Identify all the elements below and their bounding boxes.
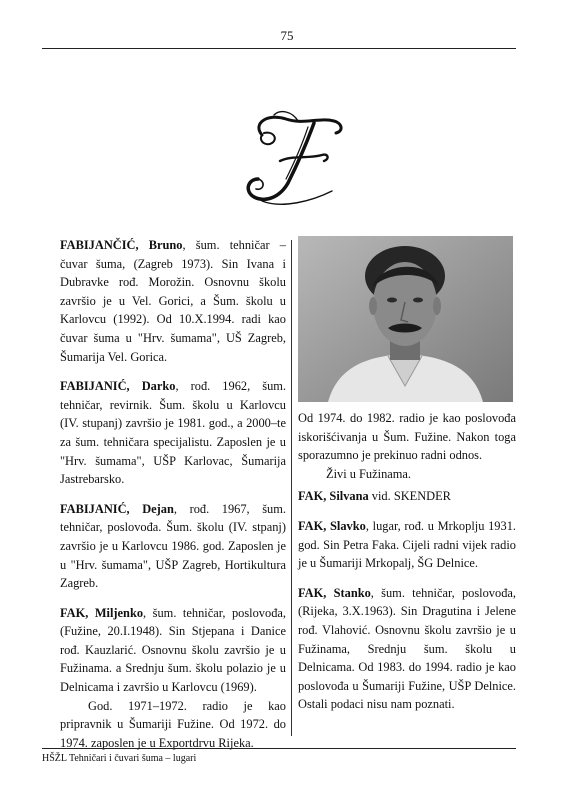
header-rule: [42, 48, 516, 49]
right-column: [298, 409, 516, 725]
entry-fak-miljenko-continued: [298, 409, 516, 483]
entry-text: , šum. tehničar, poslovođa, (Rijeka, 3.X.1963). Sin Dragutina i Jelene rođ. Vlahović. Osnovnu školu završio je u Fužinama, Srednju šum. školu u Delnicama. Od 1983. do 1994. radio je kao poslovođa u Šumariji Fužine, UŠP Delnice. Ostali podaci nisu nam poznati.: [298, 585, 516, 712]
entry-text: , rođ. 1962, šum. tehničar, revirnik. Šum. školu u Karlovcu (IV. stupanj) završio je 1981. god., a 2000–te za šum. tehničara specijalistu. Zaposlen je u "Hrv. šumama", UŠP Karlovac, Šumarija Jastrebarsko.: [60, 379, 286, 487]
entry-name: FAK, Slavko: [298, 518, 366, 533]
footer-text: HŠŽL Tehničari i čuvari šuma – lugari: [42, 753, 197, 764]
portrait-photo-icon: [298, 236, 513, 402]
entry-name: FAK, Silvana: [298, 489, 369, 504]
page-number: 75: [280, 28, 294, 43]
column-divider: [291, 240, 292, 736]
entry-fabijancic-bruno: [60, 236, 286, 366]
entry-text: , šum. tehničar, poslovođa, (Fužine, 20.I.1948). Sin Stjepana i Danice rođ. Kauzlarić. Osnovnu školu završio je u Fužinama. a Srednju šum. školu polazio je u Delnicama i završio u Karlovcu (1969).: [60, 605, 286, 695]
entry-text: , lugar, rođ. u Mrkoplju 1931. god. Sin Petra Faka. Cijeli radni vijek radio je u Šumariji Mrkopalj, ŠG Delnice.: [298, 518, 516, 571]
entry-fak-miljenko: [60, 604, 286, 753]
entry-name: FABIJANČIĆ, Bruno: [60, 238, 183, 252]
entry-text: , rođ. 1967, šum. tehničar, poslovođa. Šum. školu (IV. stpanj) završio je u Karlovcu 1986. god. Zaposlen je u "Hrv. šumama", UŠP Zagreb, Hortikultura Zagreb.: [60, 501, 286, 591]
entry-text: , šum. tehničar – čuvar šuma, (Zagreb 1973). Sin Ivana i Dubravke rođ. Morožin. Osnovnu školu završio je u Vel. Gorici, a Šum. školu u Karlovcu (1992). Od 10.X.1994. radi kao čuvar šuma u "Hrv. šumama", UŠ Zagreb, Šumarija Vel. Gorica.: [60, 238, 286, 364]
continued-text: Od 1974. do 1982. radio je kao poslovođa iskorišćivanja u Šum. Fužine. Nakon toga sporazumno je prekinuo radni odnos.: [298, 411, 516, 463]
entry-text: vid. SKENDER: [368, 489, 451, 504]
entry-fak-slavko: [298, 517, 516, 573]
footer-rule: [42, 748, 516, 749]
entry-name: FAK, Stanko: [298, 585, 371, 600]
entry-fak-stanko: [298, 584, 516, 714]
continued-text-residence: Živi u Fužinama.: [326, 466, 411, 481]
entry-name: FAK, Miljenko: [60, 605, 144, 620]
entry-fabijanic-dejan: [60, 500, 286, 593]
entry-continuation: God. 1971–1972. radio je kao pripravnik u Šumariji Fužine. Od 1972. do 1974. zaposlen je u Exportdrvu Rijeka.: [60, 698, 286, 750]
entry-fabijanic-darko: [60, 377, 286, 489]
entry-name: FABIJANIĆ, Dejan: [60, 501, 174, 516]
ornamental-initial-f-icon: [222, 105, 352, 210]
entry-name: FABIJANIĆ, Darko: [60, 379, 176, 394]
left-column: [60, 236, 286, 763]
entry-fak-silvana: [298, 487, 516, 506]
